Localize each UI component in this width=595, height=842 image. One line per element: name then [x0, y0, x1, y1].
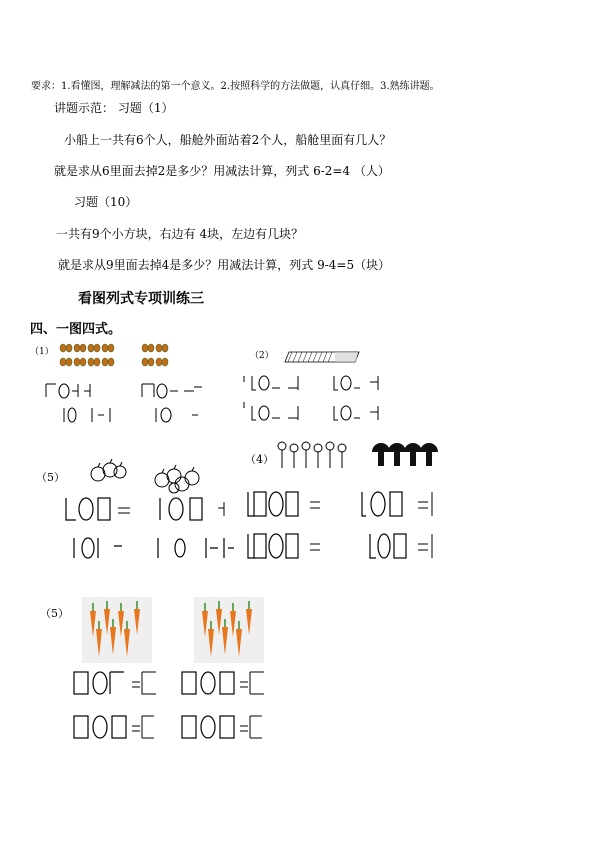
block-row-icon	[283, 350, 363, 364]
question-3-label: （5）	[36, 471, 65, 484]
butterfly-group-icon	[58, 342, 188, 374]
flower-and-mushroom-icon	[268, 440, 448, 472]
example-header: 讲题示范： 习题（1）	[54, 101, 174, 115]
question-1-answer-boxes[interactable]	[44, 382, 224, 432]
page-title: 看图列式专项训练三	[78, 291, 204, 307]
question-2-label: （2）	[250, 351, 274, 361]
question-4-answer-boxes[interactable]	[244, 488, 444, 566]
question-5-label: （5）	[40, 607, 69, 620]
apple-group-icon	[78, 458, 218, 496]
example2-header: 习题（10）	[74, 195, 138, 209]
requirements-text: 要求：1.看懂图，理解减法的第一个意义。2.按照科学的方法做题，认真仔细。3.熟练讲题。	[31, 81, 440, 92]
question-4-label: （4）	[245, 453, 274, 466]
question-2-answer-boxes[interactable]	[242, 372, 412, 427]
example2-question: 一共有9个小方块，右边有 4块，左边有几块？	[56, 227, 304, 241]
question-3-answer-boxes[interactable]	[62, 496, 237, 566]
carrot-bunch-icon	[82, 597, 270, 663]
question-5-answer-boxes[interactable]	[70, 670, 270, 746]
example2-answer: 就是求从9里面去掉4是多少？用减法计算，列式 9-4=5（块）	[58, 258, 391, 272]
question-1-label: （1）	[30, 347, 54, 357]
example1-answer: 就是求从6里面去掉2是多少？用减法计算，列式 6-2=4 （人）	[54, 164, 390, 178]
example1-question: 小船上一共有6个人，船舱外面站着2个人，船舱里面有几人？	[64, 133, 392, 147]
section-heading: 四、一图四式。	[30, 322, 122, 337]
